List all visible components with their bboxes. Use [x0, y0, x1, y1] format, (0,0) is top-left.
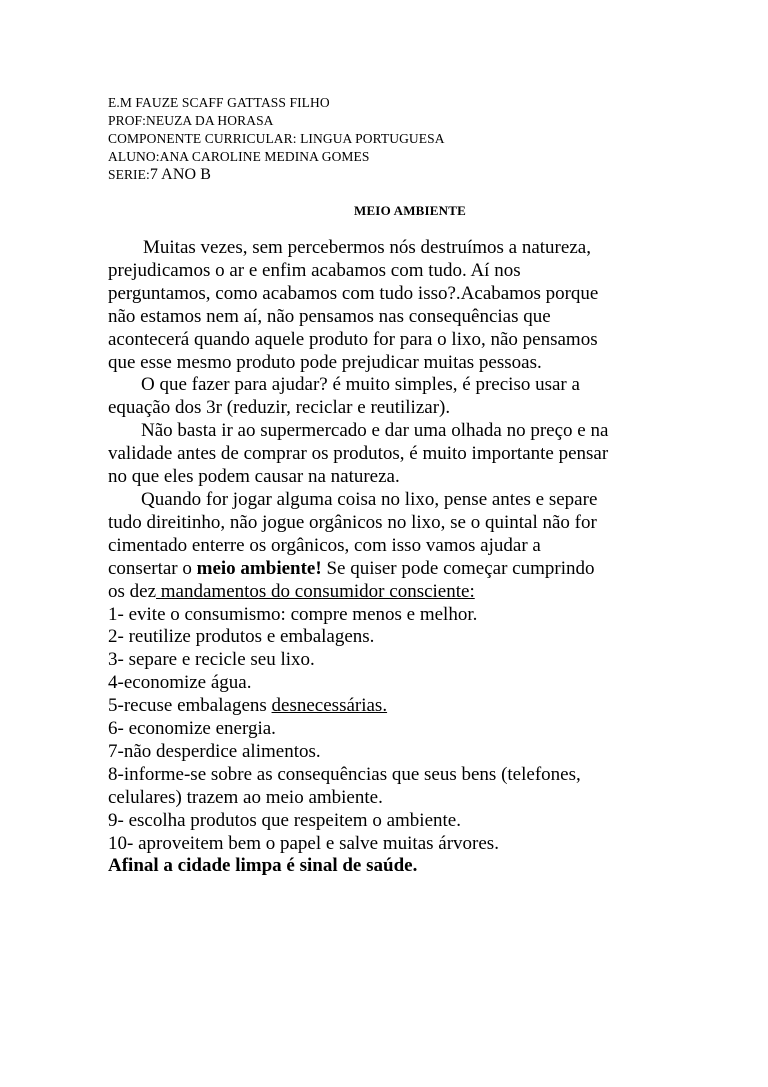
commandment-4: 4-economize água. [108, 672, 252, 694]
essay-body [108, 237, 668, 878]
commandment-8-line1: 8-informe-se sobre as consequências que seus bens (telefones, [108, 763, 581, 785]
line4-start: consertar o [108, 557, 197, 579]
paragraph3-line1: Não basta ir ao supermercado e dar uma olhada no preço e na [141, 420, 609, 442]
subject-name: COMPONENTE CURRICULAR: LINGUA PORTUGUESA [108, 131, 445, 146]
commandment-10: 10- aproveitem bem o papel e salve muitas árvores. [108, 832, 499, 854]
commandment-1: 1- evite o consumismo: compre menos e melhor. [108, 603, 478, 625]
meio-ambiente-emphasis: meio ambiente! [196, 557, 322, 579]
paragraph1-line5: acontecerá quando aquele produto for para o lixo, não pensamos [108, 328, 598, 350]
grade-value: 7 ANO B [149, 166, 212, 183]
commandment-5 [108, 695, 668, 718]
commandment-6: 6- economize energia. [108, 718, 276, 740]
document-title [0, 203, 768, 219]
paragraph1-line4: não estamos nem aí, não pensamos nas consequências que [108, 305, 551, 327]
paragraph4-line1: Quando for jogar alguma coisa no lixo, pense antes e separe [141, 488, 598, 510]
document-header [108, 94, 445, 184]
document-title-text: MEIO AMBIENTE [353, 203, 467, 218]
line4-end: Se quiser pode começar cumprindo [321, 557, 595, 579]
paragraph4-line2: tudo direitinho, não jogue orgânicos no lixo, se o quintal não for [108, 511, 597, 533]
paragraph4-line3: cimentado enterre os orgânicos, com isso vamos ajudar a [108, 534, 541, 556]
paragraph1-line6: que esse mesmo produto pode prejudicar muitas pessoas. [108, 351, 542, 373]
paragraph2-line2: equação dos 3r (reduzir, reciclar e reutilizar). [108, 397, 451, 419]
commandment-3: 3- separe e recicle seu lixo. [108, 649, 315, 671]
commandment-8-line2: celulares) trazem ao meio ambiente. [108, 786, 383, 808]
student-name: ALUNO:ANA CAROLINE MEDINA GOMES [108, 149, 370, 164]
paragraph1-line2: prejudicamos o ar e enfim acabamos com tudo. Aí nos [108, 259, 521, 281]
paragraph4-line5 [108, 581, 668, 604]
paragraph3-line2: validade antes de comprar os produtos, é muito importante pensar [108, 443, 609, 465]
paragraph2-line1: O que fazer para ajudar? é muito simples, é preciso usar a [141, 374, 580, 396]
paragraph1-line3: perguntamos, como acabamos com tudo isso?.Acabamos porque [108, 282, 599, 304]
line5-start: os dez [108, 580, 157, 602]
closing-sentence: Afinal a cidade limpa é sinal de saúde. [108, 855, 418, 877]
commandment-5-underlined: desnecessárias. [271, 695, 388, 717]
teacher-name: PROF:NEUZA DA HORASA [108, 113, 274, 128]
paragraph4-line4 [108, 558, 668, 581]
grade-line [108, 166, 445, 184]
paragraph3-line3: no que eles podem causar na natureza. [108, 466, 400, 488]
commandments-heading: mandamentos do consumidor consciente: [156, 580, 475, 602]
school-name: E.M FAUZE SCAFF GATTASS FILHO [108, 95, 330, 110]
grade-label: SERIE: [108, 167, 150, 182]
commandment-7: 7-não desperdice alimentos. [108, 740, 321, 762]
commandment-2: 2- reutilize produtos e embalagens. [108, 626, 375, 648]
commandment-5-start: 5-recuse embalagens [108, 695, 272, 717]
paragraph1-line1: Muitas vezes, sem percebermos nós destruímos a natureza, [143, 237, 591, 258]
commandment-9: 9- escolha produtos que respeitem o ambiente. [108, 809, 461, 831]
